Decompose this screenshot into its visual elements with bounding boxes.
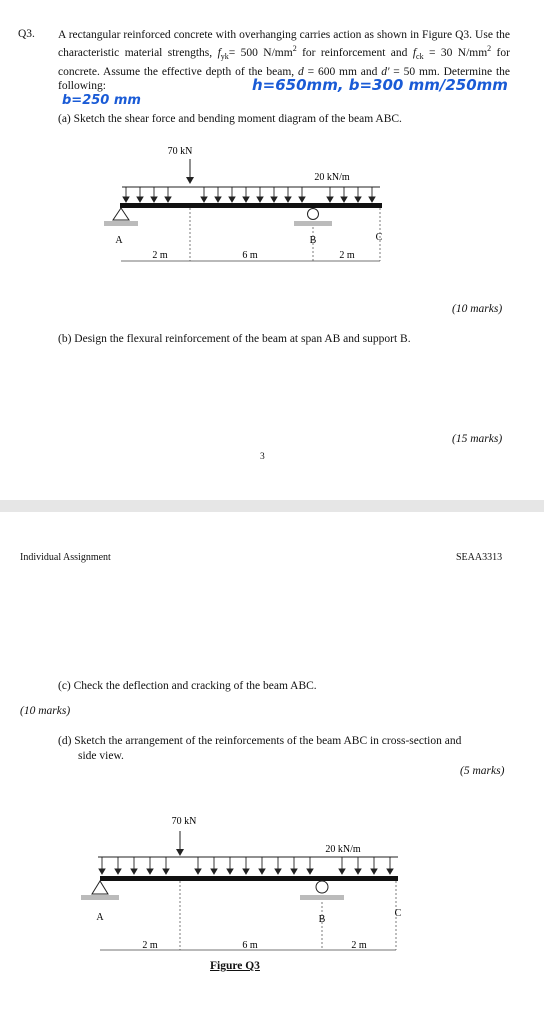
handwritten-width: b=250 mm <box>62 93 141 108</box>
support-b-label: B <box>318 914 326 925</box>
dim-2-label: 6 m <box>242 940 258 951</box>
end-c-label: C <box>394 908 402 919</box>
dim-1-label: 2 m <box>152 250 168 261</box>
dim-2-label: 6 m <box>242 250 258 261</box>
figure-caption: Figure Q3 <box>210 960 260 972</box>
udl-label: 20 kN/m <box>314 172 350 183</box>
end-c-label: C <box>375 232 383 243</box>
part-d-marks: (5 marks) <box>460 765 505 777</box>
dim-1-label: 2 m <box>142 940 158 951</box>
page-1 <box>0 0 544 500</box>
point-load-label: 70 kN <box>167 146 193 157</box>
dim-3-label: 2 m <box>339 250 355 261</box>
part-a-text: (a) Sketch the shear force and bending moment diagram of the beam ABC. <box>58 113 402 125</box>
udl-label: 20 kN/m <box>325 844 361 855</box>
part-d-text-2: side view. <box>78 750 124 762</box>
support-b-label: B <box>309 235 317 246</box>
part-b-marks: (15 marks) <box>452 433 503 445</box>
support-a-label: A <box>115 235 123 246</box>
part-a-marks: (10 marks) <box>452 303 503 315</box>
footer-right: SEAA3313 <box>456 552 503 563</box>
part-c-text: (c) Check the deflection and cracking of the beam ABC. <box>58 680 317 692</box>
question-number: Q3. <box>18 28 35 40</box>
beam-figure-2 <box>78 810 418 960</box>
point-load-label: 70 kN <box>171 816 197 827</box>
part-b-text: (b) Design the flexural reinforcement of the beam at span AB and support B. <box>58 333 411 345</box>
handwritten-dimensions: h=650mm, b=300 mm/250mm <box>252 76 508 94</box>
page-separator <box>0 500 544 512</box>
support-a-label: A <box>96 912 104 923</box>
footer-left: Individual Assignment <box>20 552 111 563</box>
part-d-text-1: (d) Sketch the arrangement of the reinforcements of the beam ABC in cross-section and <box>58 735 462 747</box>
part-c-marks: (10 marks) <box>20 705 71 717</box>
beam-figure-1 <box>90 135 410 270</box>
dim-3-label: 2 m <box>351 940 367 951</box>
page-number: 3 <box>260 452 265 462</box>
question-text: A rectangular reinforced concrete with overhanging carries action as shown in Figure Q3. Use the characteristic material strengths, $f_{yk}= 500$ $N/mm^2$ for reinforcement and $f_{ck} = 30$ $N/mm^2$ for concrete. Assume the effective depth of the beam, d = 600 mm and d' = 50 mm. Determine the following: <box>58 29 510 93</box>
page-2 <box>0 512 544 1024</box>
